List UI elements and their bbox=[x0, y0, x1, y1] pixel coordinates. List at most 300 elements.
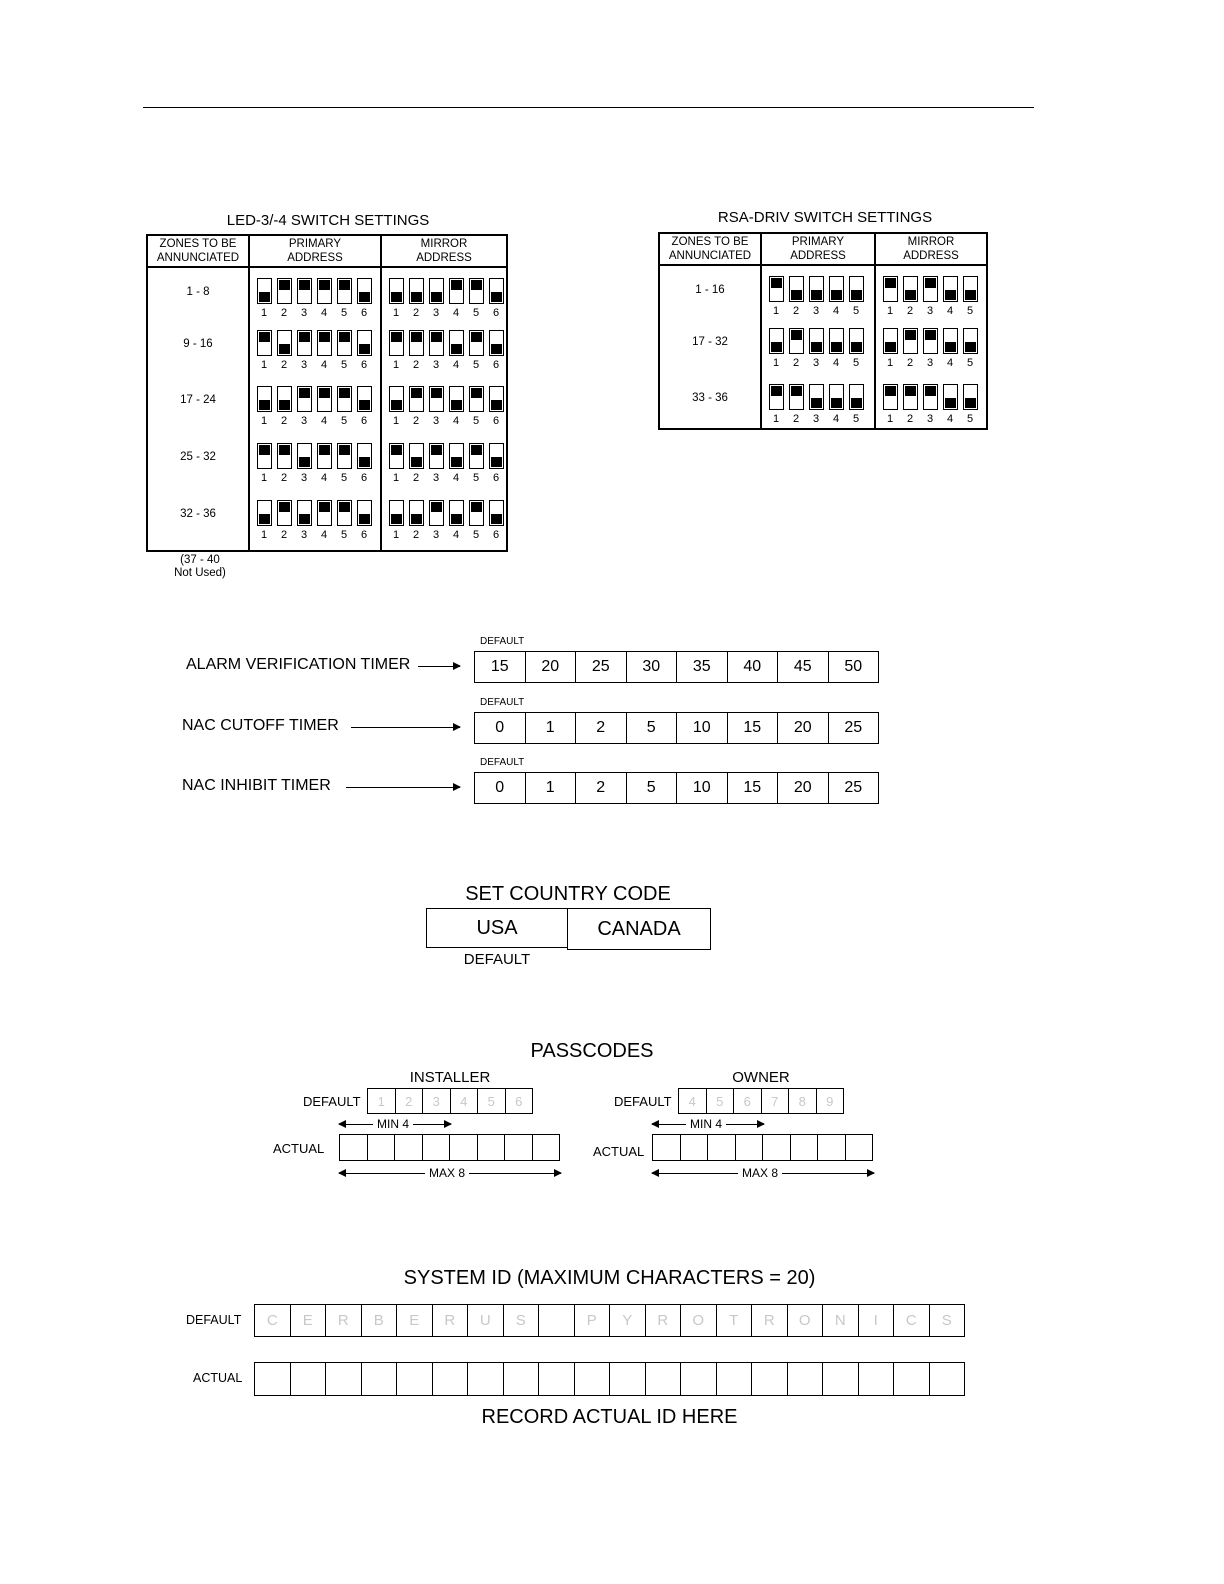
dip-switch[interactable] bbox=[257, 443, 272, 469]
dip-switch[interactable] bbox=[883, 384, 898, 410]
led-table-title: LED-3/-4 SWITCH SETTINGS bbox=[226, 212, 430, 229]
dip-switch[interactable] bbox=[489, 386, 504, 412]
system-id-actual-cell[interactable] bbox=[822, 1362, 859, 1396]
system-id-default-char: R bbox=[751, 1304, 788, 1337]
timer-arrow bbox=[346, 787, 460, 788]
dip-switch-knob bbox=[411, 457, 422, 467]
dip-switch[interactable] bbox=[943, 328, 958, 354]
dip-switch-knob bbox=[359, 292, 370, 302]
timer-option[interactable]: 1 bbox=[525, 772, 577, 804]
system-id-actual-cell[interactable] bbox=[290, 1362, 327, 1396]
installer-actual-label: ACTUAL bbox=[273, 1141, 325, 1156]
timer-option[interactable]: 0 bbox=[474, 772, 526, 804]
dip-switch[interactable] bbox=[829, 328, 844, 354]
system-id-actual-cell[interactable] bbox=[609, 1362, 646, 1396]
installer-actual-cell[interactable] bbox=[449, 1134, 478, 1161]
timer-option[interactable]: 15 bbox=[727, 772, 779, 804]
dip-switch-knob bbox=[299, 514, 310, 524]
dip-switch-knob bbox=[319, 332, 330, 342]
system-id-actual-cell[interactable] bbox=[574, 1362, 611, 1396]
installer-actual-cells bbox=[339, 1134, 559, 1161]
owner-min-label: MIN 4 bbox=[686, 1117, 726, 1131]
switch-number: 3 bbox=[432, 472, 440, 484]
switch-number: 3 bbox=[300, 359, 308, 371]
system-id-default-char: R bbox=[432, 1304, 469, 1337]
timer-options bbox=[474, 651, 878, 683]
dip-switch-knob bbox=[905, 386, 916, 396]
dip-switch[interactable] bbox=[297, 443, 312, 469]
dip-switch-knob bbox=[319, 502, 330, 512]
system-id-default-char: S bbox=[503, 1304, 540, 1337]
dip-switch[interactable] bbox=[389, 500, 404, 526]
dip-switch-knob bbox=[359, 514, 370, 524]
system-id-default-char: B bbox=[361, 1304, 398, 1337]
led-primary-switch-group bbox=[254, 278, 374, 319]
switch-number: 5 bbox=[340, 529, 348, 541]
switch-number: 2 bbox=[412, 472, 420, 484]
dip-switch[interactable] bbox=[963, 384, 978, 410]
system-id-actual-cell[interactable] bbox=[929, 1362, 966, 1396]
system-id-default-row bbox=[254, 1304, 964, 1337]
system-id-actual-cell[interactable] bbox=[325, 1362, 362, 1396]
switch-number: 5 bbox=[966, 357, 974, 369]
switch-numbers bbox=[386, 415, 506, 427]
system-id-default-char: Y bbox=[609, 1304, 646, 1337]
dip-switch-knob bbox=[391, 292, 402, 302]
dip-switch[interactable] bbox=[489, 500, 504, 526]
timer-option[interactable]: 40 bbox=[727, 651, 779, 683]
led-zone-label: 25 - 32 bbox=[180, 451, 216, 463]
dip-switch[interactable] bbox=[429, 500, 444, 526]
dip-switch-knob bbox=[431, 502, 442, 512]
dip-switch[interactable] bbox=[903, 276, 918, 302]
timer-option[interactable]: 30 bbox=[626, 651, 678, 683]
dip-switch-knob bbox=[299, 457, 310, 467]
dip-switch-knob bbox=[851, 398, 862, 408]
dip-switch-knob bbox=[359, 400, 370, 410]
switch-number: 1 bbox=[260, 307, 268, 319]
dip-switch[interactable] bbox=[429, 278, 444, 304]
dip-switch[interactable] bbox=[469, 500, 484, 526]
dip-switch[interactable] bbox=[277, 278, 292, 304]
switch-numbers bbox=[766, 305, 866, 317]
dip-switch-knob bbox=[391, 445, 402, 455]
installer-actual-cell[interactable] bbox=[477, 1134, 506, 1161]
system-id-default-char: R bbox=[325, 1304, 362, 1337]
dip-switch[interactable] bbox=[357, 500, 372, 526]
dip-switch[interactable] bbox=[789, 384, 804, 410]
timer-default-label: DEFAULT bbox=[480, 697, 525, 708]
switch-number: 3 bbox=[812, 413, 820, 425]
dip-switch[interactable] bbox=[849, 384, 864, 410]
dip-switch-knob bbox=[339, 280, 350, 290]
dip-switch[interactable] bbox=[923, 384, 938, 410]
dip-switch[interactable] bbox=[449, 278, 464, 304]
installer-default-digit: 5 bbox=[477, 1088, 506, 1114]
dip-switch-knob bbox=[491, 344, 502, 354]
dip-switch[interactable] bbox=[903, 384, 918, 410]
owner-actual-cell[interactable] bbox=[707, 1134, 736, 1161]
owner-actual-cell[interactable] bbox=[735, 1134, 764, 1161]
dip-switch[interactable] bbox=[449, 330, 464, 356]
system-id-actual-cell[interactable] bbox=[432, 1362, 469, 1396]
switch-number: 4 bbox=[946, 357, 954, 369]
switch-number: 5 bbox=[966, 305, 974, 317]
dip-switch[interactable] bbox=[409, 386, 424, 412]
dip-switch[interactable] bbox=[963, 276, 978, 302]
installer-default-digit: 2 bbox=[395, 1088, 424, 1114]
dip-switch[interactable] bbox=[809, 384, 824, 410]
owner-actual-cell[interactable] bbox=[790, 1134, 819, 1161]
dip-switch-knob bbox=[771, 342, 782, 352]
dip-switch[interactable] bbox=[317, 330, 332, 356]
dip-switch[interactable] bbox=[883, 276, 898, 302]
owner-actual-cell[interactable] bbox=[845, 1134, 874, 1161]
dip-switch[interactable] bbox=[337, 443, 352, 469]
switch-number: 4 bbox=[452, 359, 460, 371]
switch-number: 2 bbox=[412, 307, 420, 319]
timer-option[interactable]: 10 bbox=[676, 712, 728, 744]
system-id-default-char: S bbox=[929, 1304, 966, 1337]
switch-number: 5 bbox=[472, 415, 480, 427]
installer-actual-cell[interactable] bbox=[422, 1134, 451, 1161]
dip-switch-knob bbox=[451, 400, 462, 410]
rsa-mirror-switch-group bbox=[880, 276, 980, 317]
timer-option[interactable]: 2 bbox=[575, 712, 627, 744]
dip-switch[interactable] bbox=[257, 500, 272, 526]
switch-number: 6 bbox=[360, 359, 368, 371]
switch-number: 2 bbox=[906, 305, 914, 317]
timer-option[interactable]: 0 bbox=[474, 712, 526, 744]
system-id-actual-cell[interactable] bbox=[751, 1362, 788, 1396]
dip-switch-knob bbox=[945, 342, 956, 352]
switch-number: 2 bbox=[280, 307, 288, 319]
rsa-primary-switch-group bbox=[766, 276, 866, 317]
dip-switch[interactable] bbox=[337, 278, 352, 304]
dip-switch-knob bbox=[945, 290, 956, 300]
switch-number: 2 bbox=[280, 529, 288, 541]
dip-switch-knob bbox=[491, 400, 502, 410]
owner-default-digit: 4 bbox=[678, 1088, 707, 1114]
led-mirror-switch-group bbox=[386, 330, 506, 371]
switch-number: 1 bbox=[772, 413, 780, 425]
timer-option[interactable]: 25 bbox=[575, 651, 627, 683]
system-id-actual-cell[interactable] bbox=[503, 1362, 540, 1396]
led-zone-label: 32 - 36 bbox=[180, 508, 216, 520]
dip-switch-knob bbox=[431, 388, 442, 398]
dip-switch-knob bbox=[471, 280, 482, 290]
timer-option[interactable]: 1 bbox=[525, 712, 577, 744]
led-header-zones: ZONES TO BE ANNUNCIATED bbox=[147, 235, 249, 267]
dip-switch[interactable] bbox=[923, 276, 938, 302]
dip-switch-knob bbox=[831, 342, 842, 352]
dip-switch[interactable] bbox=[297, 386, 312, 412]
switch-numbers bbox=[880, 305, 980, 317]
dip-switch[interactable] bbox=[297, 278, 312, 304]
dip-switch[interactable] bbox=[429, 330, 444, 356]
dip-switch-knob bbox=[771, 278, 782, 288]
dip-switch[interactable] bbox=[257, 330, 272, 356]
dip-switch[interactable] bbox=[829, 384, 844, 410]
timer-option[interactable]: 45 bbox=[777, 651, 829, 683]
switch-number: 6 bbox=[360, 529, 368, 541]
dip-switch-knob bbox=[339, 388, 350, 398]
dip-switch-knob bbox=[491, 514, 502, 524]
system-id-default-char: T bbox=[716, 1304, 753, 1337]
dip-switch[interactable] bbox=[489, 443, 504, 469]
timer-option[interactable]: 15 bbox=[727, 712, 779, 744]
dip-switch[interactable] bbox=[883, 328, 898, 354]
timer-option[interactable]: 20 bbox=[777, 772, 829, 804]
passcodes-title: PASSCODES bbox=[530, 1040, 654, 1062]
switch-number: 1 bbox=[392, 415, 400, 427]
owner-actual-cell[interactable] bbox=[762, 1134, 791, 1161]
system-id-default-label: DEFAULT bbox=[186, 1313, 242, 1327]
switch-number: 1 bbox=[260, 415, 268, 427]
switch-number: 5 bbox=[340, 359, 348, 371]
rsa-primary-switch-group bbox=[766, 384, 866, 425]
dip-switch-knob bbox=[391, 514, 402, 524]
dip-switch-knob bbox=[471, 388, 482, 398]
switch-number: 4 bbox=[832, 305, 840, 317]
dip-switch[interactable] bbox=[789, 328, 804, 354]
installer-actual-cell[interactable] bbox=[339, 1134, 368, 1161]
led-mirror-switch-group bbox=[386, 278, 506, 319]
country-default-label: DEFAULT bbox=[463, 951, 531, 968]
dip-switch-knob bbox=[965, 398, 976, 408]
switch-number: 5 bbox=[472, 472, 480, 484]
timer-option[interactable]: 2 bbox=[575, 772, 627, 804]
dip-switch-knob bbox=[491, 292, 502, 302]
dip-switch[interactable] bbox=[277, 330, 292, 356]
system-id-actual-cell[interactable] bbox=[716, 1362, 753, 1396]
switch-number: 2 bbox=[792, 413, 800, 425]
dip-switch-knob bbox=[259, 445, 270, 455]
dip-switch[interactable] bbox=[469, 386, 484, 412]
dip-switch[interactable] bbox=[357, 330, 372, 356]
dip-switch[interactable] bbox=[337, 386, 352, 412]
owner-actual-cell[interactable] bbox=[680, 1134, 709, 1161]
switch-number: 6 bbox=[360, 415, 368, 427]
switch-number: 1 bbox=[886, 305, 894, 317]
dip-switch-knob bbox=[339, 332, 350, 342]
dip-switch[interactable] bbox=[317, 278, 332, 304]
dip-switch-knob bbox=[451, 457, 462, 467]
switch-number: 5 bbox=[340, 472, 348, 484]
system-id-actual-cell[interactable] bbox=[254, 1362, 291, 1396]
dip-switch-knob bbox=[831, 290, 842, 300]
timer-option[interactable]: 5 bbox=[626, 772, 678, 804]
dip-switch[interactable] bbox=[337, 330, 352, 356]
timer-option[interactable]: 10 bbox=[676, 772, 728, 804]
switch-number: 2 bbox=[412, 359, 420, 371]
dip-switch[interactable] bbox=[809, 328, 824, 354]
dip-switch[interactable] bbox=[469, 330, 484, 356]
country-option-canada[interactable]: CANADA bbox=[567, 908, 711, 950]
switch-number: 5 bbox=[340, 415, 348, 427]
dip-switch-knob bbox=[411, 388, 422, 398]
dip-switch-knob bbox=[811, 398, 822, 408]
dip-switch[interactable] bbox=[357, 443, 372, 469]
switch-number: 1 bbox=[392, 307, 400, 319]
dip-switch-knob bbox=[279, 445, 290, 455]
dip-switch-knob bbox=[279, 344, 290, 354]
dip-switch[interactable] bbox=[489, 278, 504, 304]
timer-option[interactable]: 25 bbox=[828, 772, 880, 804]
dip-switch[interactable] bbox=[489, 330, 504, 356]
country-option-usa[interactable]: USA bbox=[426, 908, 568, 948]
installer-actual-cell[interactable] bbox=[367, 1134, 396, 1161]
dip-switch[interactable] bbox=[257, 386, 272, 412]
system-id-actual-cell[interactable] bbox=[467, 1362, 504, 1396]
dip-switch[interactable] bbox=[389, 278, 404, 304]
dip-switch-knob bbox=[431, 292, 442, 302]
switch-number: 3 bbox=[926, 357, 934, 369]
dip-switch[interactable] bbox=[317, 443, 332, 469]
dip-switch[interactable] bbox=[317, 386, 332, 412]
dip-switch[interactable] bbox=[277, 443, 292, 469]
dip-switch-knob bbox=[279, 400, 290, 410]
switch-number: 5 bbox=[852, 357, 860, 369]
dip-switch[interactable] bbox=[449, 386, 464, 412]
dip-switch[interactable] bbox=[257, 278, 272, 304]
dip-switch[interactable] bbox=[469, 278, 484, 304]
dip-switch[interactable] bbox=[277, 500, 292, 526]
dip-switch[interactable] bbox=[809, 276, 824, 302]
rsa-switch-table bbox=[658, 232, 988, 430]
timer-option[interactable]: 15 bbox=[474, 651, 526, 683]
dip-switch-knob bbox=[391, 332, 402, 342]
dip-switch[interactable] bbox=[789, 276, 804, 302]
system-id-actual-cell[interactable] bbox=[645, 1362, 682, 1396]
dip-switch-knob bbox=[905, 290, 916, 300]
system-id-actual-cell[interactable] bbox=[858, 1362, 895, 1396]
owner-actual-cell[interactable] bbox=[817, 1134, 846, 1161]
dip-switch-knob bbox=[299, 332, 310, 342]
switch-number: 3 bbox=[300, 472, 308, 484]
dip-switch[interactable] bbox=[277, 386, 292, 412]
dip-switch-knob bbox=[771, 386, 782, 396]
dip-switch[interactable] bbox=[409, 278, 424, 304]
dip-switch[interactable] bbox=[449, 500, 464, 526]
dip-switch[interactable] bbox=[357, 386, 372, 412]
timer-option[interactable]: 25 bbox=[828, 712, 880, 744]
dip-switch[interactable] bbox=[963, 328, 978, 354]
switch-number: 3 bbox=[432, 359, 440, 371]
dip-switch[interactable] bbox=[389, 386, 404, 412]
dip-switch[interactable] bbox=[943, 276, 958, 302]
timer-option[interactable]: 35 bbox=[676, 651, 728, 683]
dip-switch[interactable] bbox=[769, 384, 784, 410]
dip-switch[interactable] bbox=[357, 278, 372, 304]
system-id-default-char: O bbox=[680, 1304, 717, 1337]
timer-default-label: DEFAULT bbox=[480, 636, 525, 647]
dip-switch[interactable] bbox=[337, 500, 352, 526]
timer-option[interactable]: 20 bbox=[525, 651, 577, 683]
dip-switch[interactable] bbox=[317, 500, 332, 526]
dip-switch[interactable] bbox=[849, 276, 864, 302]
switch-number: 4 bbox=[320, 307, 328, 319]
switch-number: 1 bbox=[886, 413, 894, 425]
rsa-zone-label: 1 - 16 bbox=[695, 284, 725, 296]
dip-switch[interactable] bbox=[829, 276, 844, 302]
switch-numbers bbox=[766, 357, 866, 369]
switch-number: 3 bbox=[432, 529, 440, 541]
dip-switch-knob bbox=[339, 445, 350, 455]
country-code-title: SET COUNTRY CODE bbox=[465, 883, 671, 905]
timer-default-label: DEFAULT bbox=[480, 757, 525, 768]
rsa-mirror-switch-group bbox=[880, 384, 980, 425]
owner-actual-cell[interactable] bbox=[652, 1134, 681, 1161]
owner-default-digit: 9 bbox=[816, 1088, 845, 1114]
switch-numbers bbox=[254, 529, 374, 541]
installer-actual-cell[interactable] bbox=[504, 1134, 533, 1161]
dip-switch[interactable] bbox=[429, 443, 444, 469]
dip-switch[interactable] bbox=[389, 330, 404, 356]
dip-switch[interactable] bbox=[849, 328, 864, 354]
installer-actual-cell[interactable] bbox=[532, 1134, 561, 1161]
dip-switch-knob bbox=[259, 332, 270, 342]
dip-switch[interactable] bbox=[769, 328, 784, 354]
dip-switch[interactable] bbox=[469, 443, 484, 469]
dip-switch[interactable] bbox=[409, 443, 424, 469]
timer-option[interactable]: 20 bbox=[777, 712, 829, 744]
dip-switch[interactable] bbox=[297, 330, 312, 356]
timer-option[interactable]: 50 bbox=[828, 651, 880, 683]
switch-number: 2 bbox=[280, 472, 288, 484]
dip-switch[interactable] bbox=[943, 384, 958, 410]
system-id-actual-cell[interactable] bbox=[893, 1362, 930, 1396]
led-primary-switch-group bbox=[254, 500, 374, 541]
switch-number: 3 bbox=[812, 357, 820, 369]
system-id-actual-cell[interactable] bbox=[396, 1362, 433, 1396]
dip-switch-knob bbox=[359, 457, 370, 467]
switch-number: 6 bbox=[492, 472, 500, 484]
dip-switch-knob bbox=[411, 292, 422, 302]
dip-switch-knob bbox=[885, 386, 896, 396]
system-id-actual-cell[interactable] bbox=[680, 1362, 717, 1396]
timer-arrow bbox=[418, 666, 460, 667]
led-mirror-switch-group bbox=[386, 386, 506, 427]
dip-switch-knob bbox=[965, 342, 976, 352]
dip-switch-knob bbox=[471, 445, 482, 455]
dip-switch-knob bbox=[885, 342, 896, 352]
owner-default-label: DEFAULT bbox=[614, 1094, 672, 1109]
dip-switch[interactable] bbox=[769, 276, 784, 302]
timer-option[interactable]: 5 bbox=[626, 712, 678, 744]
dip-switch[interactable] bbox=[409, 500, 424, 526]
installer-default-label: DEFAULT bbox=[303, 1094, 361, 1109]
led-zone-label: 17 - 24 bbox=[180, 394, 216, 406]
system-id-default-char: I bbox=[858, 1304, 895, 1337]
dip-switch[interactable] bbox=[389, 443, 404, 469]
dip-switch[interactable] bbox=[903, 328, 918, 354]
owner-default-digit: 6 bbox=[733, 1088, 762, 1114]
installer-actual-cell[interactable] bbox=[394, 1134, 423, 1161]
system-id-actual-cell[interactable] bbox=[538, 1362, 575, 1396]
system-id-actual-cell[interactable] bbox=[787, 1362, 824, 1396]
system-id-default-char: N bbox=[822, 1304, 859, 1337]
dip-switch-knob bbox=[811, 290, 822, 300]
dip-switch[interactable] bbox=[409, 330, 424, 356]
dip-switch[interactable] bbox=[297, 500, 312, 526]
dip-switch[interactable] bbox=[923, 328, 938, 354]
dip-switch[interactable] bbox=[449, 443, 464, 469]
dip-switch[interactable] bbox=[429, 386, 444, 412]
system-id-actual-cell[interactable] bbox=[361, 1362, 398, 1396]
dip-switch-knob bbox=[279, 280, 290, 290]
switch-number: 1 bbox=[260, 472, 268, 484]
